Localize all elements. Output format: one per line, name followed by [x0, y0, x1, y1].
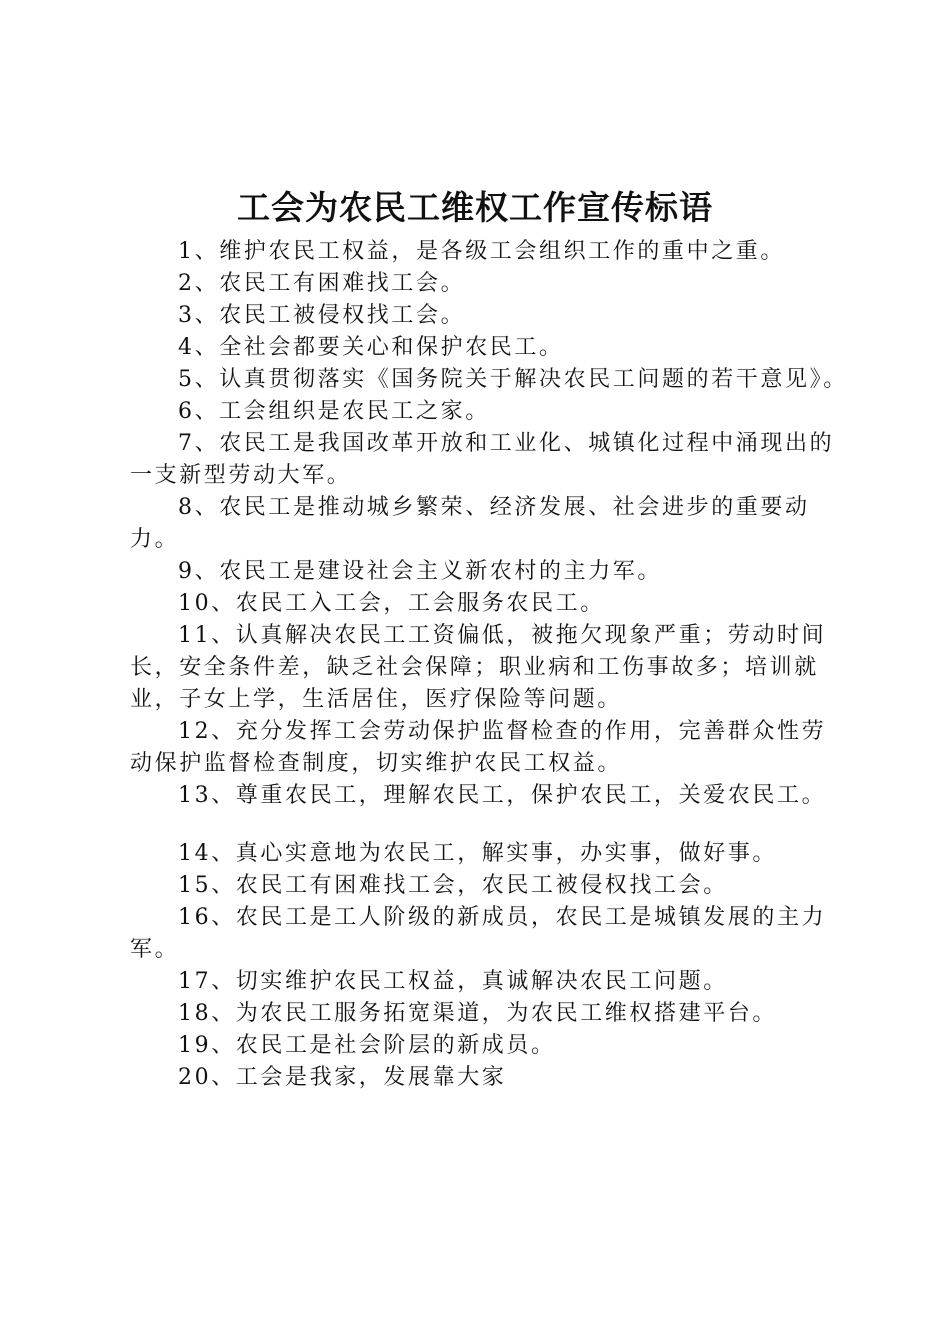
- slogan-item-20: 20、工会是我家，发展靠大家: [178, 1065, 507, 1090]
- slogan-item-14: 14、真心实意地为农民工，解实事，办实事，做好事。: [178, 841, 777, 866]
- slogan-item-17: 17、切实维护农民工权益，真诚解决农民工问题。: [178, 969, 728, 994]
- slogan-item-11: 11、认真解决农民工工资偏低，被拖欠现象严重；劳动时间长，安全条件差，缺乏社会保障；职业病和工伤事故多；培训就业，子女上学，生活居住，医疗保险等问题。: [130, 623, 827, 712]
- slogan-item-7: 7、农民工是我国改革开放和工业化、城镇化过程中涌现出的一支新型劳动大军。: [130, 431, 835, 488]
- slogan-item-4: 4、全社会都要关心和保护农民工。: [178, 335, 564, 360]
- slogan-item-1: 1、维护农民工权益，是各级工会组织工作的重中之重。: [178, 239, 785, 264]
- slogan-item-8: 8、农民工是推动城乡繁荣、经济发展、社会进步的重要动力。: [130, 495, 810, 552]
- slogan-item-2: 2、农民工有困难找工会。: [178, 271, 466, 296]
- slogan-item-3: 3、农民工被侵权找工会。: [178, 303, 466, 328]
- slogan-item-18: 18、为农民工服务拓宽渠道，为农民工维权搭建平台。: [178, 1001, 777, 1026]
- slogan-item-15: 15、农民工有困难找工会，农民工被侵权找工会。: [178, 873, 728, 898]
- slogan-item-12: 12、充分发挥工会劳动保护监督检查的作用，完善群众性劳动保护监督检查制度，切实维护农民工权益。: [130, 719, 827, 776]
- slogan-item-6: 6、工会组织是农民工之家。: [178, 399, 490, 424]
- slogan-item-10: 10、农民工入工会，工会服务农民工。: [178, 591, 605, 616]
- slogan-item-13: 13、尊重农民工，理解农民工，保护农民工，关爱农民工。: [178, 783, 827, 808]
- slogan-list: [130, 236, 850, 1094]
- slogan-item-9: 9、农民工是建设社会主义新农村的主力军。: [178, 559, 662, 584]
- slogan-item-19: 19、农民工是社会阶层的新成员。: [178, 1033, 556, 1058]
- slogan-item-5: 5、认真贯彻落实《国务院关于解决农民工问题的若干意见》。: [178, 367, 848, 392]
- document-title: 工会为农民工维权工作宣传标语: [237, 188, 713, 227]
- slogan-item-16: 16、农民工是工人阶级的新成员，农民工是城镇发展的主力军。: [130, 905, 827, 962]
